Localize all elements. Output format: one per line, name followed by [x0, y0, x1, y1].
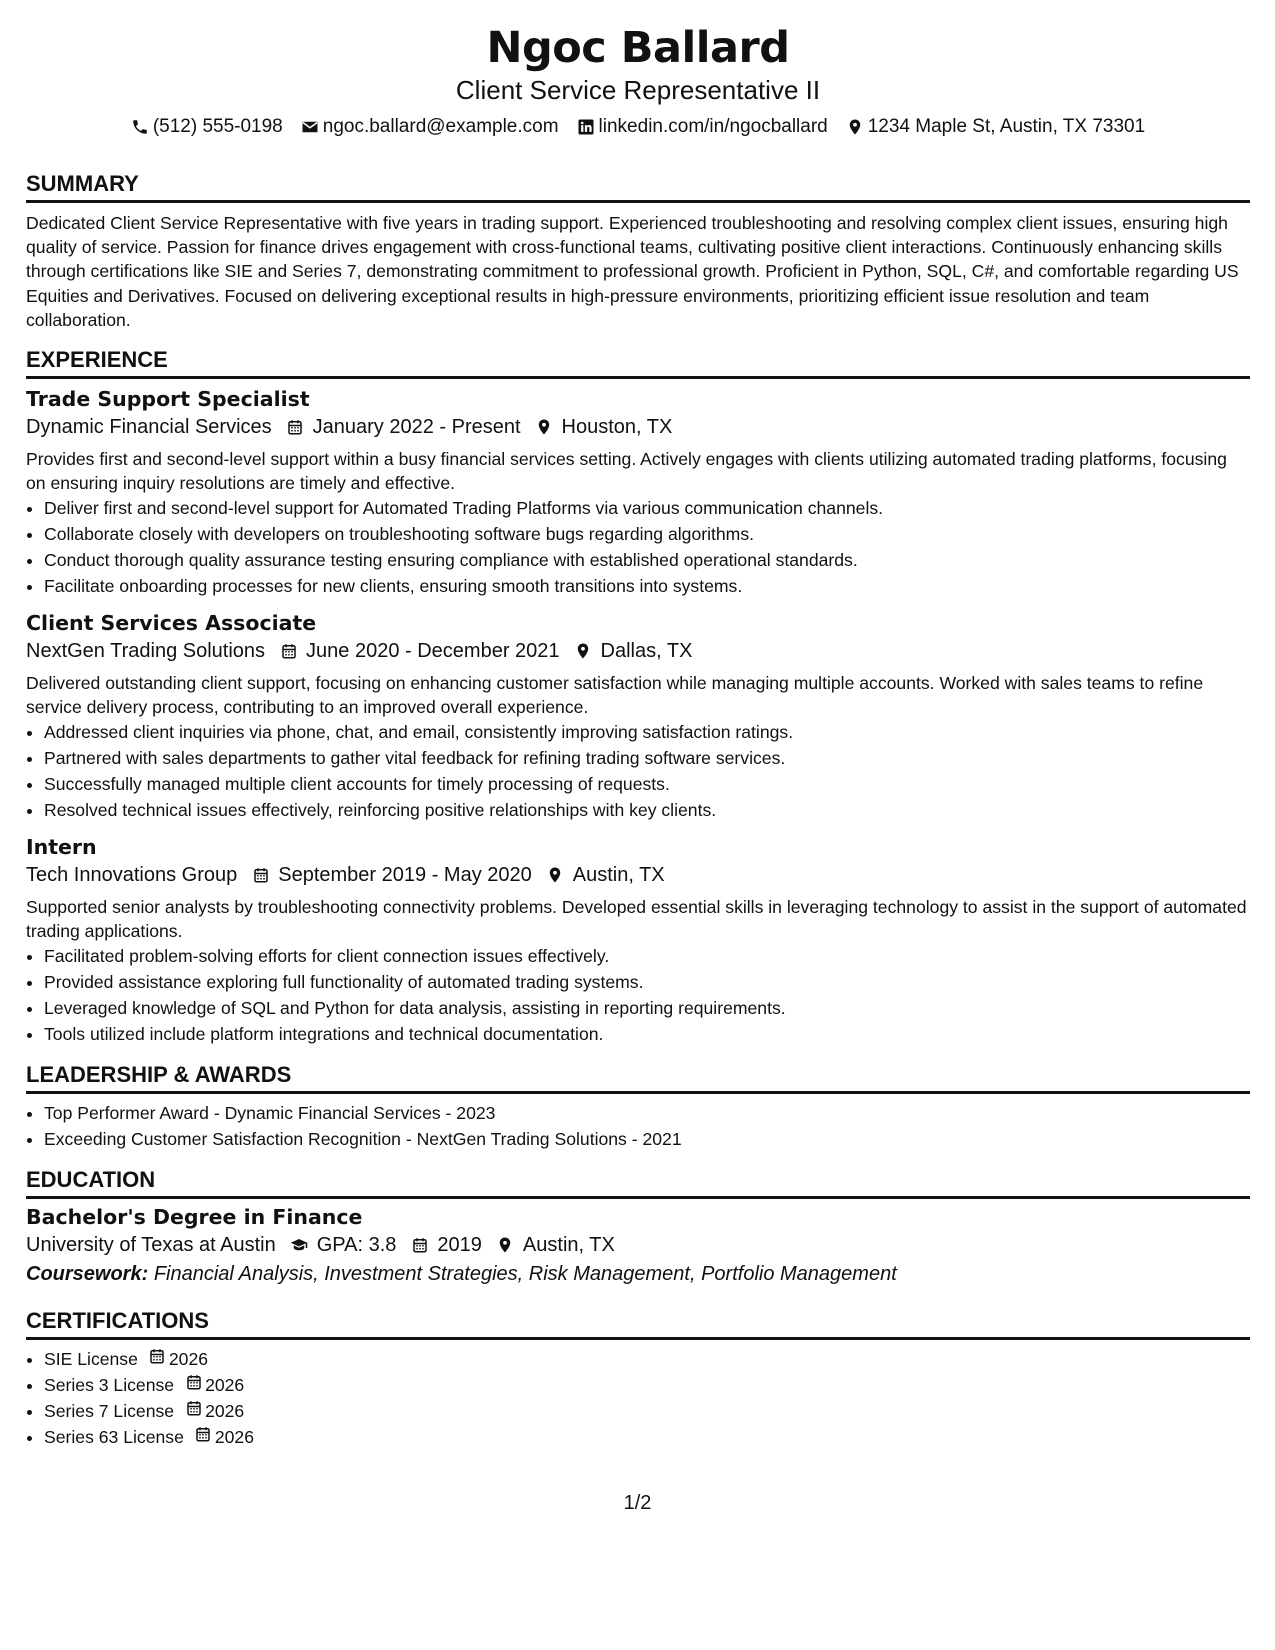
list-item — [44, 1398, 1250, 1424]
awards-list — [26, 1100, 1250, 1152]
list-item: • Deliver first and second-level support for Automated Trading Platforms via various communication channels. — [44, 495, 1250, 521]
job-entry — [26, 609, 1250, 823]
list-item: • Top Performer Award - Dynamic Financial Services - 2023 — [44, 1100, 1250, 1126]
contact-email[interactable] — [301, 114, 559, 140]
job-bullets — [26, 495, 1250, 599]
contact-linkedin[interactable] — [577, 114, 828, 140]
gpa-text: GPA: 3.8 — [316, 1234, 397, 1257]
experience-heading: EXPERIENCE — [26, 346, 1250, 379]
job-bullets — [26, 719, 1250, 823]
cert-name: Series 63 License — [44, 1427, 184, 1448]
contact-phone[interactable] — [131, 114, 283, 140]
phone-icon — [131, 118, 150, 137]
experience-section — [26, 346, 1250, 1047]
list-item: • Addressed client inquiries via phone, chat, and email, consistently improving satisfaction ratings. — [44, 719, 1250, 745]
job-description: Provides first and second-level support within a busy financial services setting. Actively engages with clients utilizing automated trading platforms, focusing on ensuring inquiry resolutions are timely and effective. — [26, 449, 1227, 494]
calendar-icon — [184, 1373, 203, 1392]
job-entry — [26, 385, 1250, 599]
map-pin-icon — [535, 418, 554, 437]
job-meta — [26, 861, 1250, 889]
calendar-icon — [251, 866, 270, 885]
map-pin-icon — [546, 866, 565, 885]
awards-section — [26, 1061, 1250, 1152]
calendar-icon — [286, 418, 305, 437]
job-title: Client Services Associate — [26, 611, 317, 636]
certifications-section — [26, 1307, 1250, 1450]
address-text: 1234 Maple St, Austin, TX 73301 — [867, 116, 1146, 137]
job-dates: June 2020 - December 2021 — [306, 640, 560, 663]
job-dates: January 2022 - Present — [312, 416, 521, 439]
job-bullets — [26, 943, 1250, 1047]
company-name: NextGen Trading Solutions — [26, 640, 266, 663]
map-pin-icon — [496, 1236, 515, 1255]
list-item — [44, 1372, 1250, 1398]
cert-name: Series 7 License — [44, 1401, 175, 1422]
list-item: • Partnered with sales departments to gather vital feedback for refining trading software services. — [44, 745, 1250, 771]
linkedin-icon — [577, 118, 596, 137]
job-entry — [26, 833, 1250, 1047]
job-location: Dallas, TX — [600, 640, 693, 663]
calendar-icon — [194, 1425, 213, 1444]
school-location: Austin, TX — [522, 1234, 615, 1257]
cert-name: Series 3 License — [44, 1375, 175, 1396]
awards-heading: LEADERSHIP & AWARDS — [26, 1061, 1250, 1094]
cert-year: 2026 — [214, 1427, 254, 1448]
contact-bar — [26, 114, 1250, 140]
calendar-icon — [279, 642, 298, 661]
coursework-label: Coursework: — [26, 1263, 149, 1286]
job-meta — [26, 637, 1250, 665]
list-item — [44, 1424, 1250, 1450]
linkedin-text: linkedin.com/in/ngocballard — [598, 116, 828, 137]
company-name: Dynamic Financial Services — [26, 416, 272, 439]
calendar-icon — [410, 1236, 429, 1255]
page-number: 1/2 — [623, 1492, 652, 1514]
certifications-heading: CERTIFICATIONS — [26, 1307, 1250, 1340]
summary-heading: SUMMARY — [26, 170, 1250, 203]
list-item: • Tools utilized include platform integrations and technical documentation. — [44, 1021, 1250, 1047]
list-item: • Facilitated problem-solving efforts for client connection issues effectively. — [44, 943, 1250, 969]
job-location: Houston, TX — [561, 416, 673, 439]
job-description: Delivered outstanding client support, focusing on enhancing customer satisfaction while managing multiple accounts. Worked with sales teams to refine service delivery process, contributing to an improved overall experience. — [26, 673, 1204, 718]
envelope-icon — [301, 118, 320, 137]
summary-text: Dedicated Client Service Representative with five years in trading support. Experienced troubleshooting and resolving complex client issues, ensuring high quality of service. Passion for finance drives engagement with cross-functional teams, cultivating positive client interactions. Continuously enhancing skills through certifications like SIE and Series 7, demonstrating commitment to professional growth. Proficient in Python, SQL, C#, and comfortable regarding US Equities and Derivatives. Focused on delivering exceptional results in high-pressure environments, prioritizing efficient issue resolution and team collaboration. — [26, 213, 1239, 330]
list-item: • Leveraged knowledge of SQL and Python for data analysis, assisting in reporting requirements. — [44, 995, 1250, 1021]
list-item: • Exceeding Customer Satisfaction Recognition - NextGen Trading Solutions - 2021 — [44, 1126, 1250, 1152]
coursework-line — [26, 1259, 1250, 1289]
list-item: • Resolved technical issues effectively, reinforcing positive relationships with key clients. — [44, 797, 1250, 823]
degree-title: Bachelor's Degree in Finance — [26, 1205, 363, 1230]
job-location: Austin, TX — [572, 864, 665, 887]
school-name: University of Texas at Austin — [26, 1234, 276, 1257]
education-heading: EDUCATION — [26, 1166, 1250, 1199]
coursework-text: Financial Analysis, Investment Strategies, Risk Management, Portfolio Management — [153, 1263, 897, 1286]
job-meta — [26, 413, 1250, 441]
graduation-year: 2019 — [437, 1234, 482, 1257]
list-item — [44, 1346, 1250, 1372]
cert-year: 2026 — [168, 1349, 209, 1370]
calendar-icon — [184, 1399, 203, 1418]
list-item: • Collaborate closely with developers on troubleshooting software bugs regarding algorithms. — [44, 521, 1250, 547]
map-pin-icon — [574, 642, 593, 661]
education-section — [26, 1166, 1250, 1289]
company-name: Tech Innovations Group — [26, 864, 238, 887]
job-dates: September 2019 - May 2020 — [278, 864, 532, 887]
candidate-role: Client Service Representative II — [455, 75, 821, 105]
resume-page — [26, 0, 1250, 1450]
list-item: • Facilitate onboarding processes for new clients, ensuring smooth transitions into systems. — [44, 573, 1250, 599]
map-pin-icon — [846, 118, 865, 137]
summary-section — [26, 170, 1250, 332]
job-title: Intern — [26, 835, 97, 860]
cert-year: 2026 — [205, 1401, 245, 1422]
job-description: Supported senior analysts by troubleshooting connectivity problems. Developed essential skills in leveraging technology to assist in the support of automated trading applications. — [26, 897, 1247, 942]
list-item: • Successfully managed multiple client accounts for timely processing of requests. — [44, 771, 1250, 797]
education-meta — [26, 1231, 1250, 1259]
cert-year: 2026 — [205, 1375, 245, 1396]
email-text: ngoc.ballard@example.com — [322, 116, 559, 137]
job-title: Trade Support Specialist — [26, 387, 310, 412]
list-item: • Provided assistance exploring full functionality of automated trading systems. — [44, 969, 1250, 995]
contact-address — [846, 114, 1145, 140]
graduation-cap-icon — [290, 1236, 309, 1255]
certifications-list — [26, 1346, 1250, 1450]
cert-name: SIE License — [44, 1349, 138, 1370]
phone-text: (512) 555-0198 — [152, 116, 283, 137]
list-item: • Conduct thorough quality assurance testing ensuring compliance with established operational standards. — [44, 547, 1250, 573]
candidate-name: Ngoc Ballard — [486, 23, 790, 73]
calendar-icon — [148, 1347, 167, 1366]
